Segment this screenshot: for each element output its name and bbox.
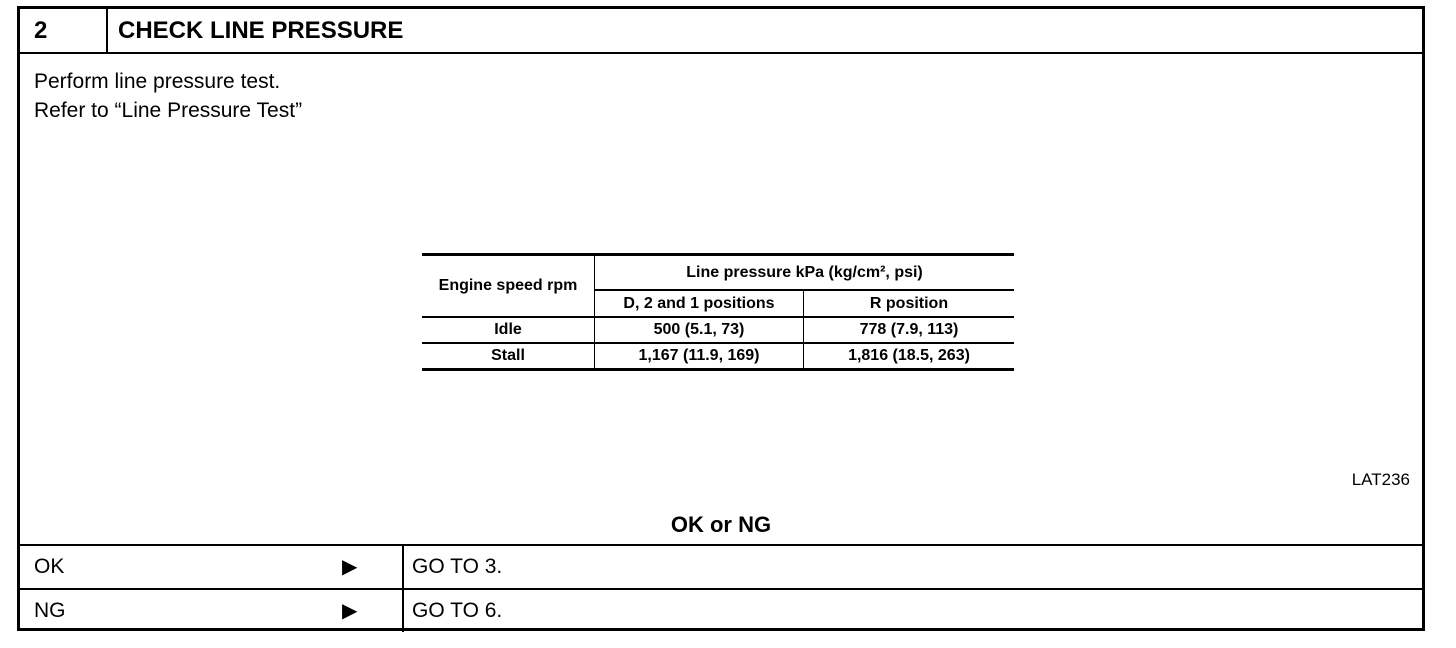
result-row-ng (20, 588, 1422, 632)
right-triangle-icon: ▶ (342, 556, 358, 578)
column-divider (402, 546, 404, 588)
instruction-line: Perform line pressure test. (34, 70, 281, 93)
table-cell-speed: Idle (422, 317, 595, 343)
result-label: NG (34, 599, 66, 622)
group-header-cell: Line pressure kPa (kg/cm², psi) (595, 255, 1015, 291)
line-pressure-table (422, 253, 1014, 371)
figure-code: LAT236 (1351, 470, 1410, 489)
result-row-ok (20, 544, 1422, 588)
step-header (20, 9, 1422, 54)
result-action: GO TO 3. (412, 555, 503, 578)
column-divider (402, 590, 404, 632)
step-title: CHECK LINE PRESSURE (118, 17, 404, 44)
instructions (34, 67, 302, 125)
table-cell-value: 778 (7.9, 113) (804, 317, 1015, 343)
column-header-d21: D, 2 and 1 positions (595, 290, 804, 317)
table-cell-value: 1,816 (18.5, 263) (804, 343, 1015, 370)
diagnostic-step-frame (17, 6, 1425, 631)
table-cell-speed: Stall (422, 343, 595, 370)
row-header-cell: Engine speed rpm (422, 255, 595, 318)
result-prompt: OK or NG (670, 512, 772, 537)
right-triangle-icon: ▶ (342, 600, 358, 622)
table-cell-value: 1,167 (11.9, 169) (595, 343, 804, 370)
table-cell-value: 500 (5.1, 73) (595, 317, 804, 343)
result-action: GO TO 6. (412, 599, 503, 622)
column-header-r: R position (804, 290, 1015, 317)
result-label: OK (34, 555, 65, 578)
instruction-line: Refer to “Line Pressure Test” (34, 99, 303, 122)
step-number: 2 (20, 9, 108, 52)
